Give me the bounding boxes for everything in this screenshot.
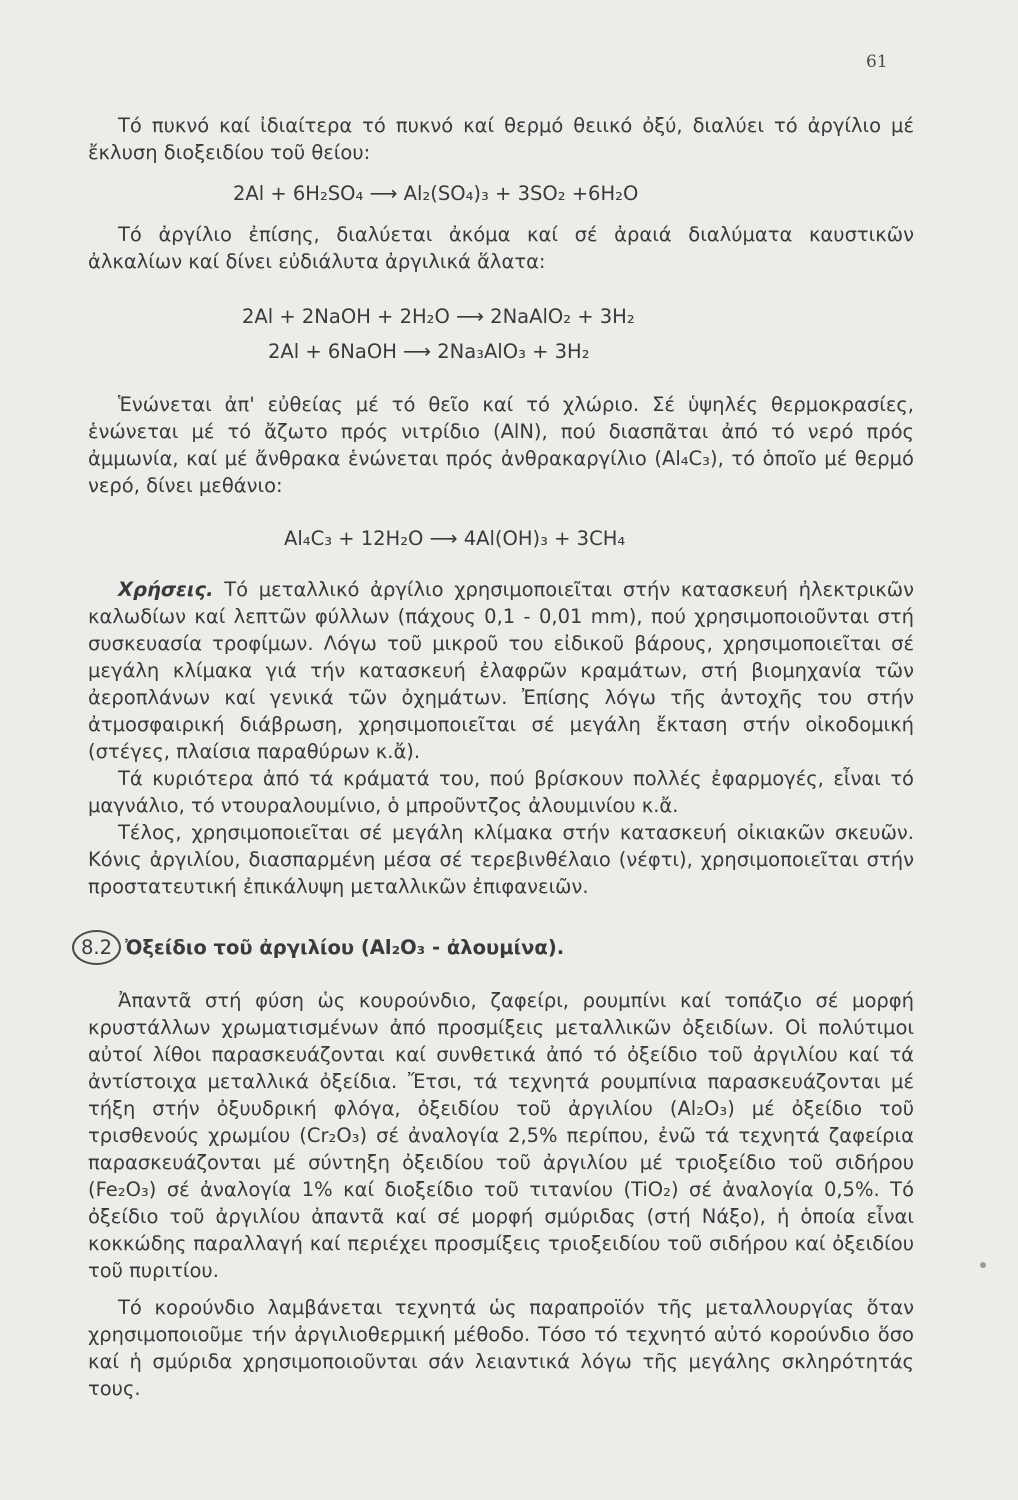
uses-text: Τό μεταλλικό ἀργίλιο χρησιμοποιεῖται στήν κατασκευή ἠλεκτρικῶν καλωδίων καί λεπτῶν φύλλων (πάχους 0,1 - 0,01 mm), πού χρησιμοποιοῦνται στή συσκευασία τροφίμων. Λόγω τοῦ μικροῦ του εἰδικοῦ βάρους, χρησιμοποιεῖται σέ μεγάλη κλίμακα γιά τήν κατασκευή ἐλαφρῶν κραμάτων, στή βιομηχανία τῶν ἀεροπλάνων καί γενικά τῶν ὀχημάτων. Ἐπίσης λόγω τῆς ἀντοχῆς του στήν ἀτμοσφαιρική διάβρωση, χρησιμοποιεῖται σέ μεγάλη ἔκταση στήν οἰκοδομική (στέγες, πλαίσια παραθύρων κ.ἄ). bbox=[88, 578, 914, 763]
equation-carbide: Al₄C₃ + 12H₂O ⟶ 4Al(OH)₃ + 3CH₄ bbox=[284, 527, 626, 550]
paragraph-occurrence: Ἀπαντᾶ στή φύση ὡς κουρούνδιο, ζαφείρι, ρουμπίνι καί τοπάζιο σέ μορφή κρυστάλλων χρωματισμένων ἀπό προσμίξεις μεταλλικῶν ὀξειδίων. Οἱ πολύτιμοι αὐτοί λίθοι παρασκευάζονται καί συνθετικά ἀπό τό ὀξείδιο τοῦ ἀργιλίου καί τά ἀντίστοιχα μεταλλικά ὀξείδια. Ἔτσι, τά τεχνητά ρουμπίνια παρασκευάζονται μέ τήξη στήν ὀξυυδρική φλόγα, ὀξειδίου τοῦ ἀργιλίου (Al₂O₃) μέ ὀξείδιο τοῦ τρισθενούς χρωμίου (Cr₂O₃) σέ ἀναλογία 2,5% περίπου, ἐνῶ τά τεχνητά ζαφείρια παρασκευάζονται μέ σύντηξη ὀξειδίου τοῦ ἀργιλίου μέ τριοξείδιο τοῦ σιδήρου (Fe₂O₃) σέ ἀναλογία 1% καί διοξείδιο τοῦ τιτανίου (TiO₂) σέ ἀναλογία 0,5%. Τό ὀξείδιο τοῦ ἀργιλίου ἀπαντᾶ καί σέ μορφή σμύριδας (στή Νάξο), ἡ ὁποία εἶναι κοκκώδης παραλλαγή καί περιέχει προσμίξεις τριοξειδίου τοῦ σιδήρου καί ὀξειδίου τοῦ πυριτίου. bbox=[88, 989, 914, 1282]
uses-label: Χρήσεις. bbox=[118, 578, 214, 601]
paragraph-alloys: Τά κυριότερα ἀπό τά κράματά του, πού βρίσκουν πολλές ἐφαρμογές, εἶναι τό μαγνάλιο, τό ντουραλουμίνιο, ὁ μπροῦντζος ἀλουμινίου κ.ἄ. bbox=[88, 767, 914, 817]
paragraph-alkali: Τό ἀργίλιο ἐπίσης, διαλύεται ἀκόμα καί σέ ἀραιά διαλύματα καυστικῶν ἀλκαλίων καί δίνει εὐδιάλυτα ἀργιλικά ἅλατα: bbox=[88, 223, 914, 273]
equation-naoh-1: 2Al + 2NaOH + 2H₂O ⟶ 2NaAlO₂ + 3H₂ bbox=[242, 305, 635, 328]
paragraph-household: Τέλος, χρησιμοποιεῖται σέ μεγάλη κλίμακα στήν κατασκευή οἰκιακῶν σκευῶν. Κόνις ἀργιλίου, διασπαρμένη μέσα σέ τερεβινθέλαιο (νέφτι), χρησιμοποιεῖται στήν προστατευτική ἐπικάλυψη μεταλλικῶν ἐπιφανειῶν. bbox=[88, 821, 914, 898]
section-title: Ὀξείδιο τοῦ ἀργιλίου (Al₂O₃ - ἀλουμίνα). bbox=[125, 936, 565, 959]
equation-sulfuric: 2Al + 6H₂SO₄ ⟶ Al₂(SO₄)₃ + 3SO₂ +6H₂O bbox=[233, 182, 639, 205]
page-number: 61 bbox=[866, 52, 888, 72]
margin-dot bbox=[980, 1262, 986, 1268]
paragraph-reactions: Ἑνώνεται ἀπ' εὐθείας μέ τό θεῖο καί τό χλώριο. Σέ ὑψηλές θερμοκρασίες, ἑνώνεται μέ τό ἄζωτο πρός νιτρίδιο (AlN), πού διασπᾶται ἀπό τό νερό πρός ἀμμωνία, καί μέ ἄνθρακα ἑνώνεται πρός ἀνθρακαργίλιο (Al₄C₃), τό ὁποῖο μέ θερμό νερό, δίνει μεθάνιο: bbox=[88, 393, 914, 497]
section-heading bbox=[72, 930, 914, 965]
section-number: 8.2 bbox=[72, 930, 121, 965]
page-content bbox=[81, 112, 914, 1402]
paragraph-corundum: Τό κορούνδιο λαμβάνεται τεχνητά ὡς παραπροϊόν τῆς μεταλλουργίας ὅταν χρησιμοποιοῦμε τήν ἀργιλιοθερμική μέθοδο. Τόσο τό τεχνητό αὐτό κορούνδιο ὅσο καί ἡ σμύριδα χρησιμοποιοῦνται σάν λειαντικά λόγω τῆς μεγάλης σκληρότητάς τους. bbox=[88, 1296, 914, 1400]
paragraph-sulfuric-acid: Τό πυκνό καί ἰδιαίτερα τό πυκνό καί θερμό θειικό ὀξύ, διαλύει τό ἀργίλιο μέ ἔκλυση διοξειδίου τοῦ θείου: bbox=[88, 114, 914, 164]
paragraph-uses bbox=[88, 576, 914, 765]
equation-naoh-2: 2Al + 6NaOH ⟶ 2Na₃AlO₃ + 3H₂ bbox=[268, 340, 590, 363]
